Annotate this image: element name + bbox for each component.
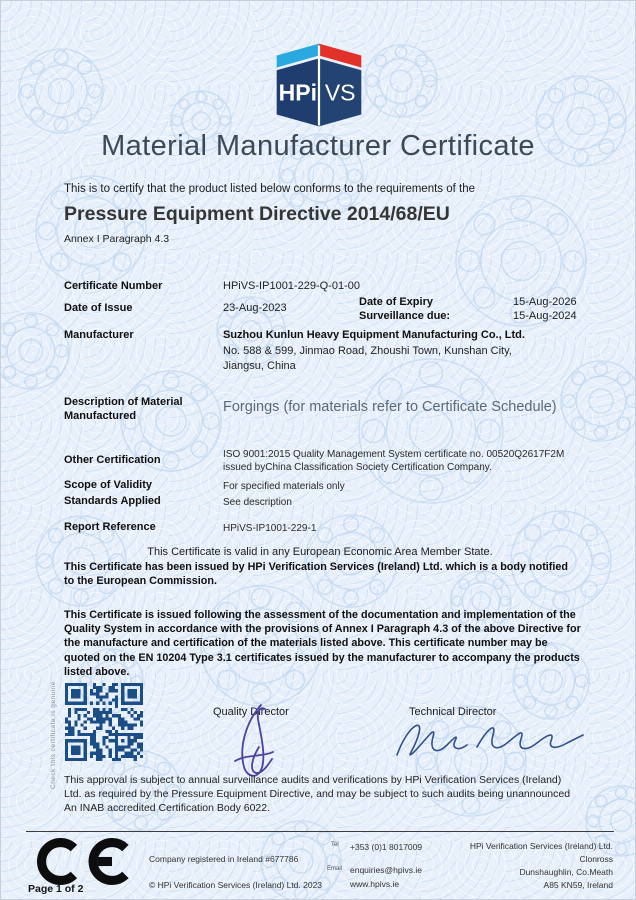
issuer-address: [413, 840, 613, 892]
valid-statement: This Certificate is valid in any European Economic Area Member State.: [147, 546, 493, 558]
certificate-number-label: Certificate Number: [64, 280, 163, 292]
hpivs-logo: [273, 37, 365, 133]
qr-code: [65, 683, 143, 761]
certify-statement: This is to certify that the product listed below conforms to the requirements of the: [64, 183, 476, 195]
certificate-number-value: HPiVS-IP1001-229-Q-01-00: [223, 280, 360, 292]
surveillance-due-label: Surveillance due:: [359, 310, 451, 322]
other-certification-value: ISO 9001:2015 Quality Management System certificate no. 00520Q2617F2M issued byChina Classification Society Certification Company.: [223, 449, 565, 473]
date-of-issue-value: 23-Aug-2023: [223, 302, 287, 314]
date-of-expiry-value: 15-Aug-2026: [513, 296, 577, 308]
technical-director-signature-ink: [389, 713, 589, 768]
qr-code-image: [65, 683, 143, 761]
tel-value: +353 (0)1 8017009: [350, 842, 423, 852]
certificate-title: Material Manufacturer Certificate: [101, 130, 535, 162]
copyright-line: © HPi Verification Services (Ireland) Ltd. 2023: [149, 880, 323, 890]
technical-director-signature: [389, 713, 589, 768]
website-value: www.hpivs.ie: [350, 879, 400, 889]
issuer-address-line1: HPi Verification Services (Ireland) Ltd.: [469, 841, 613, 851]
description-label: Description of Material Manufactured: [64, 396, 183, 422]
certificate-content: [1, 1, 635, 899]
issuer-address-line2: Clonross: [579, 854, 613, 864]
ce-mark: [31, 838, 143, 885]
standards-applied-label: Standards Applied: [64, 495, 161, 507]
email-value: enquiries@hpivs.ie: [350, 865, 422, 875]
hpivs-logo-shield: [273, 37, 365, 133]
scope-of-validity-value: For specified materials only: [223, 481, 345, 492]
logo-text-hpi: HPi: [278, 79, 318, 106]
page-number: Page 1 of 2: [28, 883, 84, 895]
manufacturer-name: Suzhou Kunlun Heavy Equipment Manufacturing Co., Ltd.: [223, 329, 525, 341]
qr-vertical-caption: Check this certificate is genuine: [50, 681, 57, 789]
quality-director-signature-ink: [213, 701, 313, 781]
email-label: Email: [327, 866, 343, 872]
logo-text-vs: VS: [324, 79, 356, 106]
technical-director-label: Technical Director: [409, 706, 497, 718]
issuer-address-line3: Dunshaughlin, Co.Meath: [519, 867, 613, 877]
logo-divider: [318, 45, 320, 125]
date-of-expiry-label: Date of Expiry: [359, 296, 433, 308]
quality-director-signature: [213, 701, 313, 781]
annex-reference: Annex I Paragraph 4.3: [64, 233, 170, 245]
description-value: Forgings (for materials refer to Certificate Schedule): [223, 399, 557, 415]
manufacturer-address-line2: Jiangsu, China: [223, 360, 296, 372]
surveillance-due-value: 15-Aug-2024: [513, 310, 577, 322]
manufacturer-label: Manufacturer: [64, 329, 134, 341]
directive-title: Pressure Equipment Directive 2014/68/EU: [64, 203, 450, 225]
company-registration: Company registered in Ireland #677786: [149, 854, 299, 864]
report-reference-value: HPiVS-IP1001-229-1: [223, 523, 317, 534]
tel-label: Tel: [331, 842, 339, 848]
manufacturer-address-line1: No. 588 & 599, Jinmao Road, Zhoushi Town, Kunshan City,: [223, 345, 512, 357]
ce-mark-glyph: [31, 838, 143, 885]
standards-applied-value: See description: [223, 497, 292, 508]
issuer-address-line4: A85 KN59, Ireland: [543, 880, 613, 890]
approval-statement: This approval is subject to annual surveillance audits and verifications by HPi Verification Services (Ireland) Ltd. as required by the Pressure Equipment Directive, and may be subject to such audits being unannounced An INAB accredited Certification Body 6022.: [64, 774, 571, 814]
date-of-issue-label: Date of Issue: [64, 302, 133, 314]
report-reference-label: Report Reference: [64, 521, 156, 533]
issued-following-statement: This Certificate is issued following the assessment of the documentation and implementation of the Quality System in accordance with the provisions of Annex I Paragraph 4.3 of the above Directive for the manufacture and certification of the materials listed above. This certificate number may be quoted on the EN 10204 Type 3.1 certificates issued by the manufacturer to accompany the products listed above.: [64, 609, 581, 678]
quality-director-label: Quality Director: [213, 706, 289, 718]
issued-by-statement: This Certificate has been issued by HPi Verification Services (Ireland) Ltd. which is a body notified to the European Commission.: [64, 561, 568, 588]
other-certification-label: Other Certification: [64, 454, 161, 466]
footer-divider: [26, 831, 614, 832]
scope-of-validity-label: Scope of Validity: [64, 479, 153, 491]
